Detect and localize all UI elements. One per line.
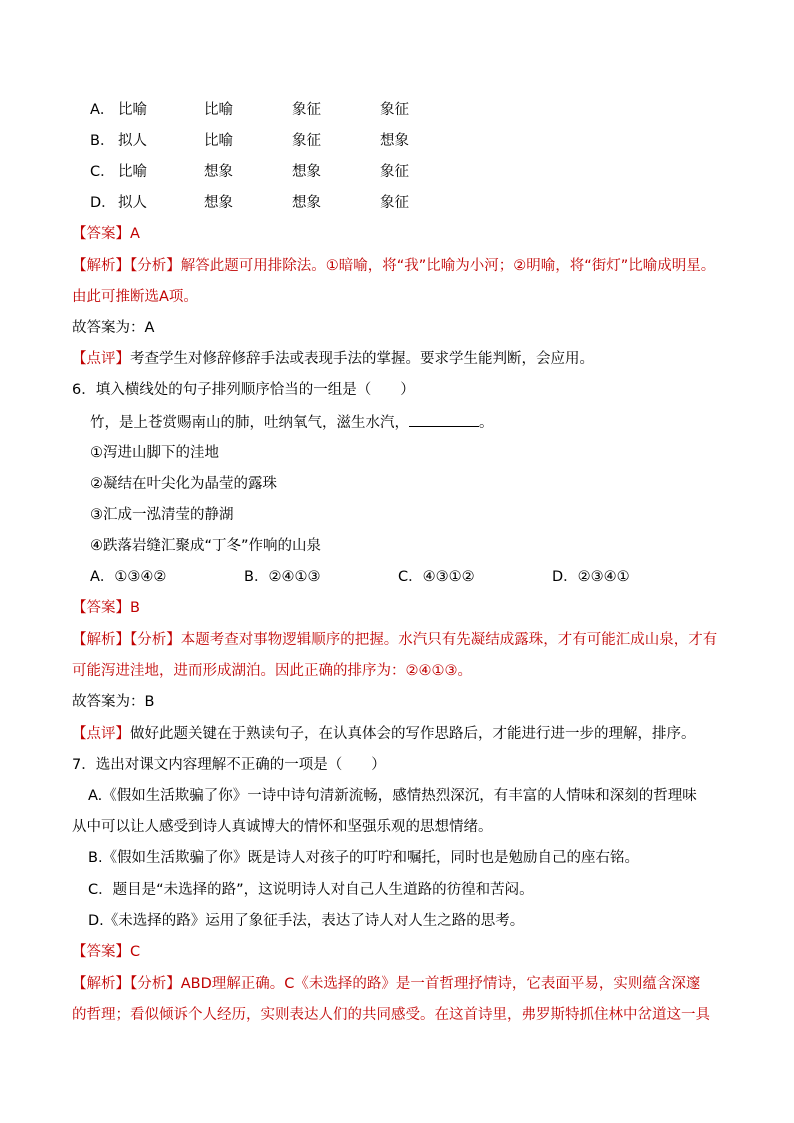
option-cell: 想象	[380, 133, 409, 149]
q6-answer: 【答案】B	[72, 600, 140, 616]
q5-answer: 【答案】A	[72, 226, 140, 242]
q6-final-answer: 故答案为：B	[72, 694, 155, 710]
sentence-end: 。	[479, 415, 494, 431]
option-letter: B．	[90, 133, 115, 149]
option-cell: 象征	[292, 133, 321, 149]
option-cell: 拟人	[118, 195, 147, 211]
option-cell: 想象	[292, 164, 321, 180]
q6-comment	[72, 724, 724, 744]
choice-a: A．①③④②	[90, 569, 167, 585]
q6-analysis-line-1	[72, 630, 724, 650]
option-cell: 比喻	[118, 164, 147, 180]
choice-b: B．②④①③	[244, 569, 321, 585]
analysis-text: 解答此题可用排除法。①暗喻，将“我”比喻为小河；②明喻，将“街灯”比喻成明星。	[180, 258, 716, 274]
option-cell: 比喻	[118, 102, 147, 118]
option-cell: 想象	[204, 195, 233, 211]
option-letter: A．	[90, 102, 115, 118]
option-cell: 象征	[380, 164, 409, 180]
fill-blank	[409, 412, 479, 427]
choice-d: D．②③④①	[552, 569, 630, 585]
q7-option-b: B.《假如生活欺骗了你》既是诗人对孩子的叮咛和嘱托，同时也是勉励自己的座右铭。	[88, 850, 640, 866]
option-letter: D．	[90, 195, 116, 211]
q6-item-3: ③汇成一泓清莹的静湖	[90, 507, 234, 523]
q7-option-c: C．题目是“未选择的路”，这说明诗人对自己人生道路的彷徨和苦闷。	[88, 882, 534, 898]
analysis-tag: 【解析】【分析】	[72, 632, 181, 648]
comment-tag: 【点评】	[72, 726, 130, 742]
q7-option-d: D.《未选择的路》运用了象征手法，表达了诗人对人生之路的思考。	[88, 913, 525, 929]
q5-analysis-line-2: 由此可推断选A项。	[72, 289, 198, 305]
q5-analysis-line-1	[72, 256, 724, 276]
choice-c: C．④③①②	[398, 569, 475, 585]
q6-sentence	[90, 412, 742, 433]
comment-text: 考查学生对修辞修辞手法或表现手法的掌握。要求学生能判断，会应用。	[130, 351, 594, 367]
q5-comment	[72, 349, 724, 369]
q7-analysis-line-1	[72, 974, 724, 994]
q5-final-answer: 故答案为：A	[72, 320, 155, 336]
q6-item-4: ④跌落岩缝汇聚成“丁冬”作响的山泉	[90, 538, 322, 554]
q7-analysis-line-2: 的哲理；看似倾诉个人经历，实则表达人们的共同感受。在这首诗里，弗罗斯特抓住林中岔道这一具	[72, 1007, 710, 1023]
comment-tag: 【点评】	[72, 351, 130, 367]
q6-stem: 6．填入横线处的句子排列顺序恰当的一组是（ ）	[72, 382, 415, 398]
q6-analysis-line-2: 可能泻进洼地，进而形成湖泊。因此正确的排序为：②④①③。	[72, 663, 472, 679]
analysis-text: ABD理解正确。C《未选择的路》是一首哲理抒情诗，它表面平易，实则蕴含深邃	[180, 976, 701, 992]
option-cell: 比喻	[204, 133, 233, 149]
option-letter: C．	[90, 164, 115, 180]
option-cell: 想象	[292, 195, 321, 211]
option-cell: 想象	[204, 164, 233, 180]
q7-option-a-line-1: A.《假如生活欺骗了你》一诗中诗句清新流畅，感情热烈深沉，有丰富的人情味和深刻的哲理味	[88, 788, 697, 804]
q6-item-2: ②凝结在叶尖化为晶莹的露珠	[90, 476, 277, 492]
analysis-text: 本题考查对事物逻辑顺序的把握。水汽只有先凝结成露珠，才有可能汇成山泉，才有	[180, 632, 718, 648]
q6-item-1: ①泻进山脚下的洼地	[90, 445, 219, 461]
comment-text: 做好此题关键在于熟读句子，在认真体会的写作思路后，才能进行进一步的理解，排序。	[130, 726, 696, 742]
q7-answer: 【答案】C	[72, 944, 141, 960]
analysis-tag: 【解析】【分析】	[72, 258, 181, 274]
q7-option-a-line-2: 从中可以让人感受到诗人真诚博大的情怀和坚强乐观的思想情绪。	[72, 819, 493, 835]
option-cell: 象征	[292, 102, 321, 118]
analysis-tag: 【解析】【分析】	[72, 976, 181, 992]
sentence-text: 竹，是上苍赏赐南山的肺，吐纳氧气，滋生水汽，	[90, 415, 409, 431]
option-cell: 拟人	[118, 133, 147, 149]
q7-stem: 7．选出对课文内容理解不正确的一项是（ ）	[72, 757, 386, 773]
option-cell: 象征	[380, 195, 409, 211]
option-cell: 比喻	[204, 102, 233, 118]
option-cell: 象征	[380, 102, 409, 118]
